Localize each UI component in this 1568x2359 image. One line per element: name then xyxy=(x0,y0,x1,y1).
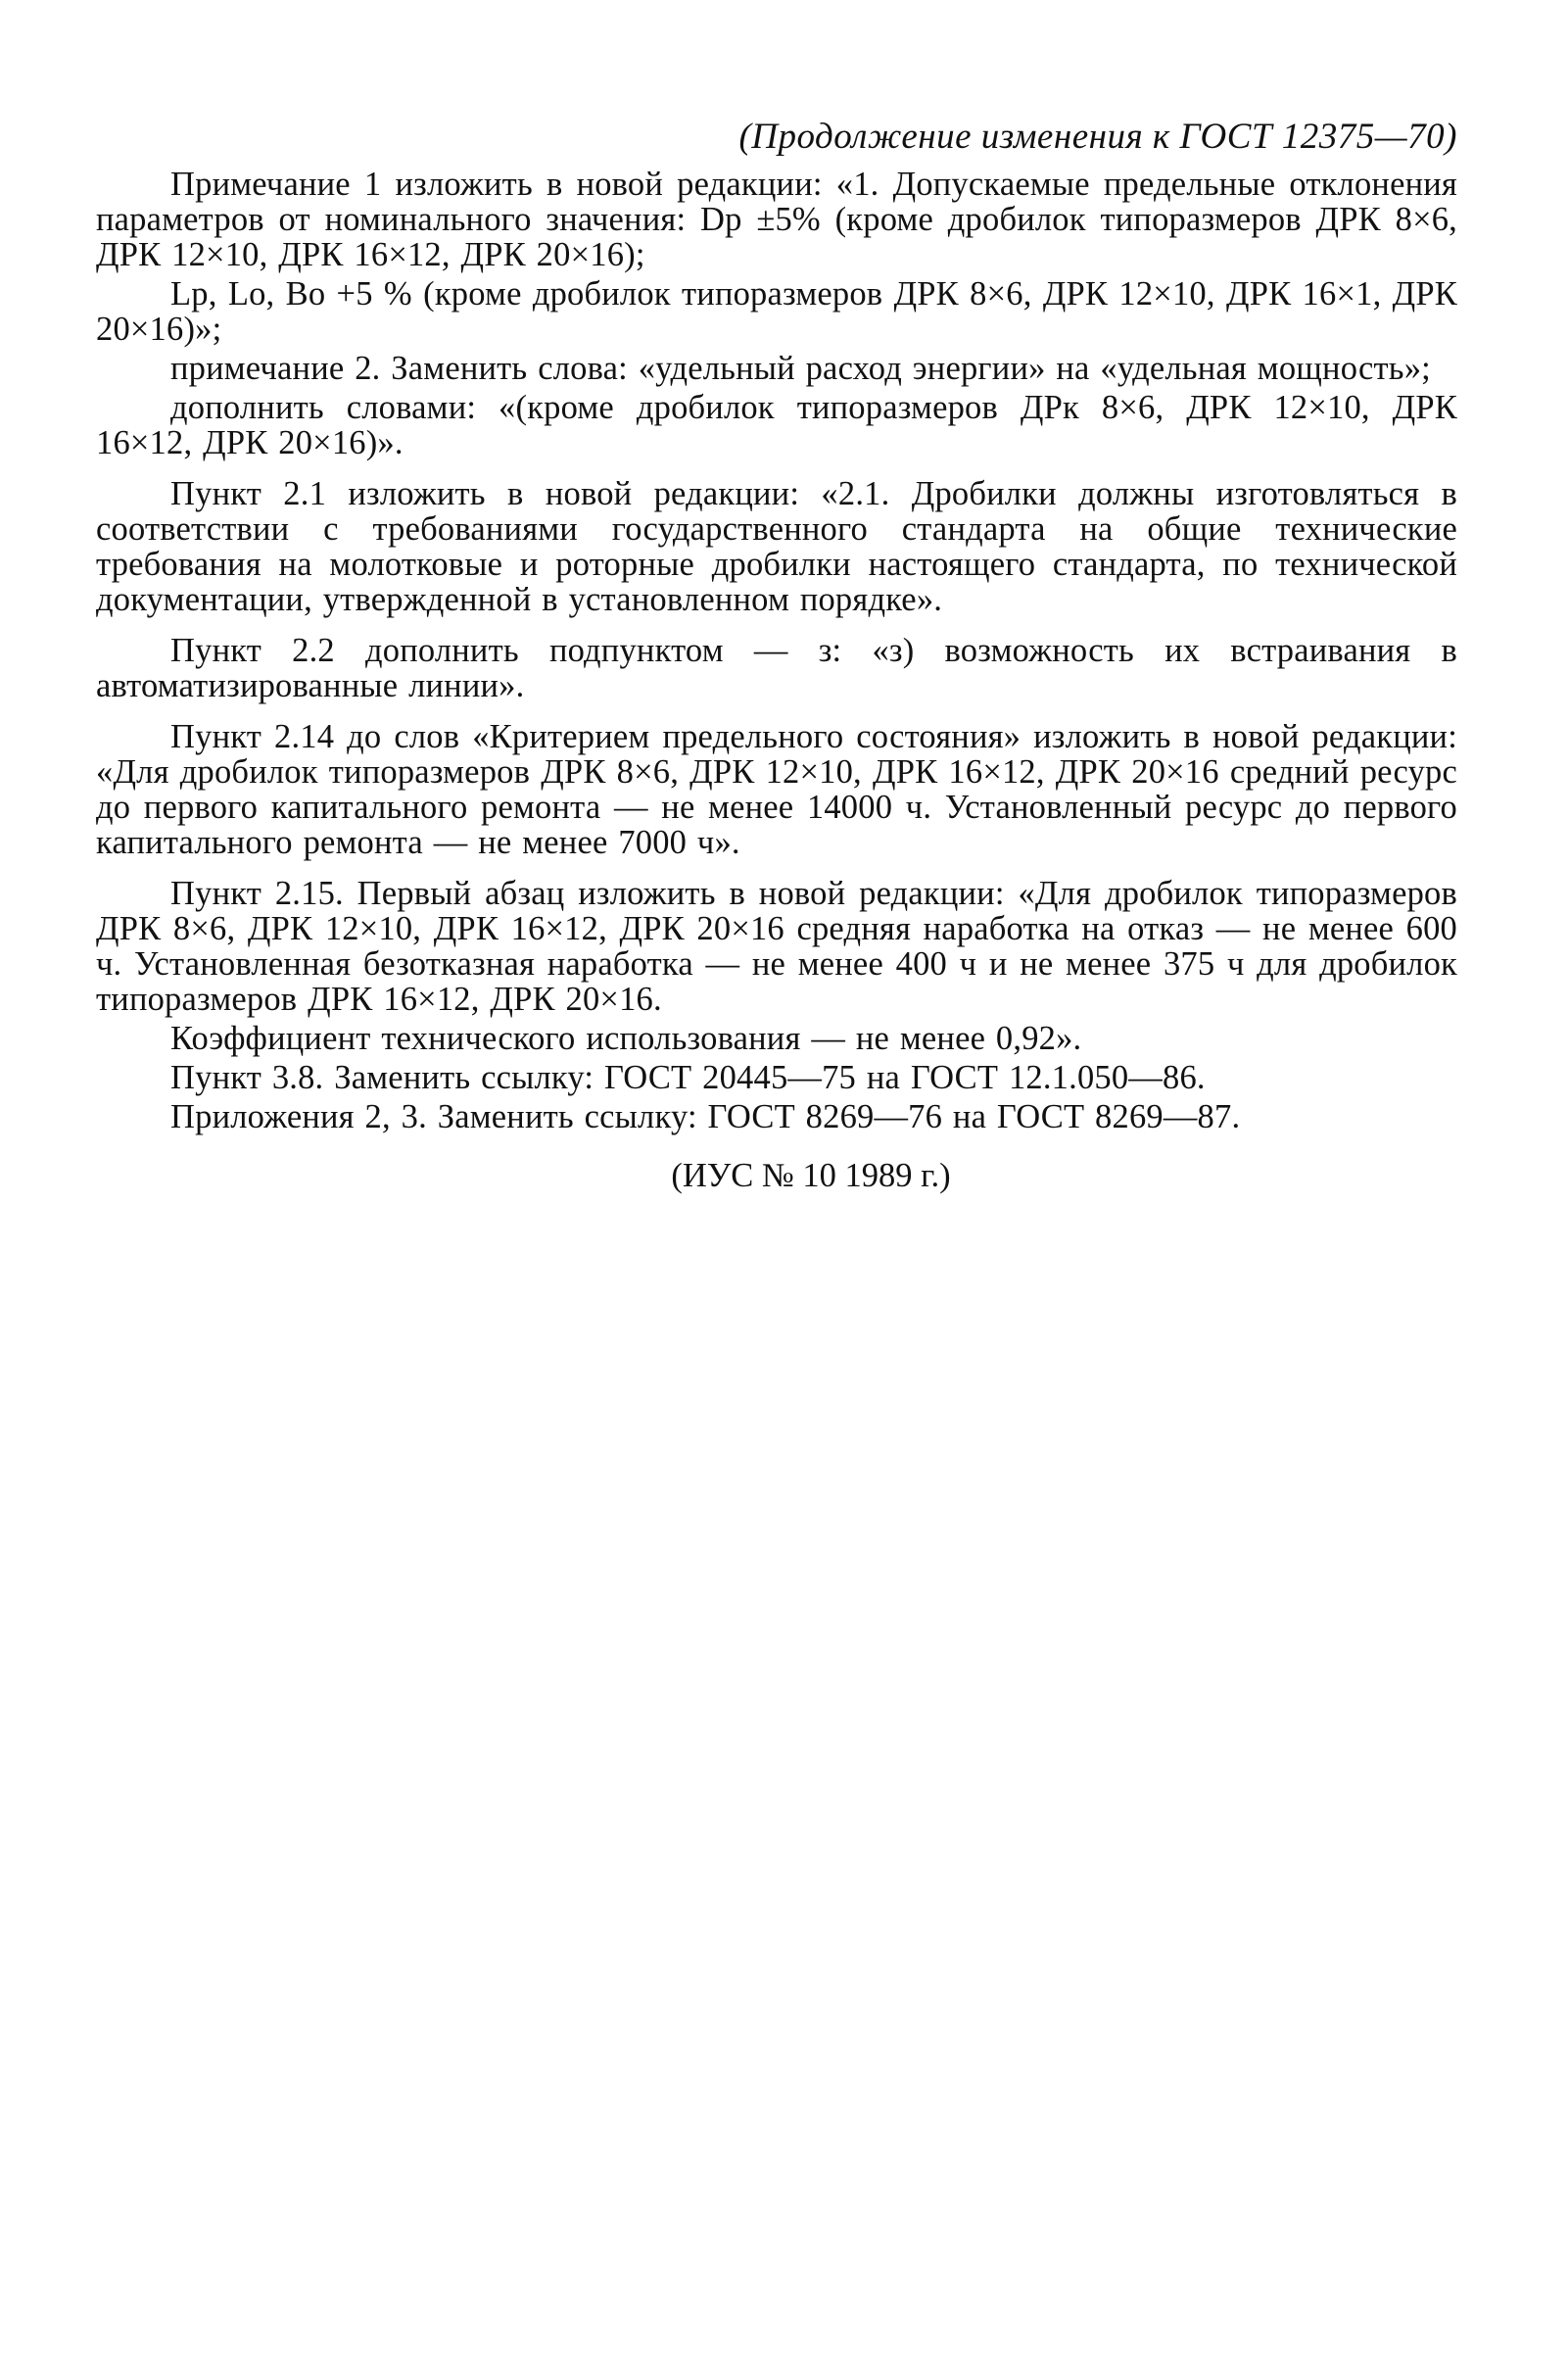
paragraph-appendices: Приложения 2, 3. Заменить ссылку: ГОСТ 8269—76 на ГОСТ 8269—87. xyxy=(170,1098,1241,1135)
paragraph-clause-3-8: Пункт 3.8. Заменить ссылку: ГОСТ 20445—75 на ГОСТ 12.1.050—86. xyxy=(170,1059,1206,1096)
ius-footer: (ИУС № 10 1989 г.) xyxy=(671,1157,951,1194)
paragraph-note-2: примечание 2. Заменить слова: «удельный расход энергии» на «удельная мощность»; xyxy=(170,350,1431,387)
continuation-header: (Продолжение изменения к ГОСТ 12375—70) xyxy=(738,117,1457,157)
paragraph-coefficient: Коэффициент технического использования — не менее 0,92». xyxy=(170,1020,1082,1057)
paragraph-tolerances: Lр, Lо, Bо +5 % (кроме дробилок типоразмеров ДРК 8×6, ДРК 12×10, ДРК 16×1, ДРК 20×16)»; xyxy=(96,275,1457,348)
paragraph-clause-2-14: Пункт 2.14 до слов «Критерием предельного состояния» изложить в новой редакции: «Для дробилок типоразмеров ДРК 8×6, ДРК 12×10, ДРК 16×12, ДРК 20×16 средний ресурс до первого капитального ремонта — не менее 14000 ч. Установленный ресурс до первого капитального ремонта — не менее 7000 ч». xyxy=(96,718,1457,861)
paragraph-supplement-words: дополнить словами: «(кроме дробилок типоразмеров ДРк 8×6, ДРК 12×10, ДРК 16×12, ДРК 20×16)». xyxy=(96,389,1457,461)
paragraph-clause-2-15: Пункт 2.15. Первый абзац изложить в новой редакции: «Для дробилок типоразмеров ДРК 8×6, ДРК 12×10, ДРК 16×12, ДРК 20×16 средняя наработка на отказ — не менее 600 ч. Установленная безотказная наработка — не менее 400 ч и не менее 375 ч для дробилок типоразмеров ДРК 16×12, ДРК 20×16. xyxy=(96,875,1457,1018)
paragraph-clause-2-1: Пункт 2.1 изложить в новой редакции: «2.1. Дробилки должны изготовляться в соответствии с требованиями государственного стандарта на общие технические требования на молотковые и роторные дробилки настоящего стандарта, по технической документации, утвержденной в установленном порядке». xyxy=(96,475,1457,618)
document-page xyxy=(96,116,1457,1195)
paragraph-clause-2-2: Пункт 2.2 дополнить подпунктом — з: «з) возможность их встраивания в автоматизированные линии». xyxy=(96,632,1457,704)
paragraph-note-1: Примечание 1 изложить в новой редакции: «1. Допускаемые предельные отклонения параметров от номинального значения: Dр ±5% (кроме дробилок типоразмеров ДРК 8×6, ДРК 12×10, ДРК 16×12, ДРК 20×16); xyxy=(96,166,1457,273)
